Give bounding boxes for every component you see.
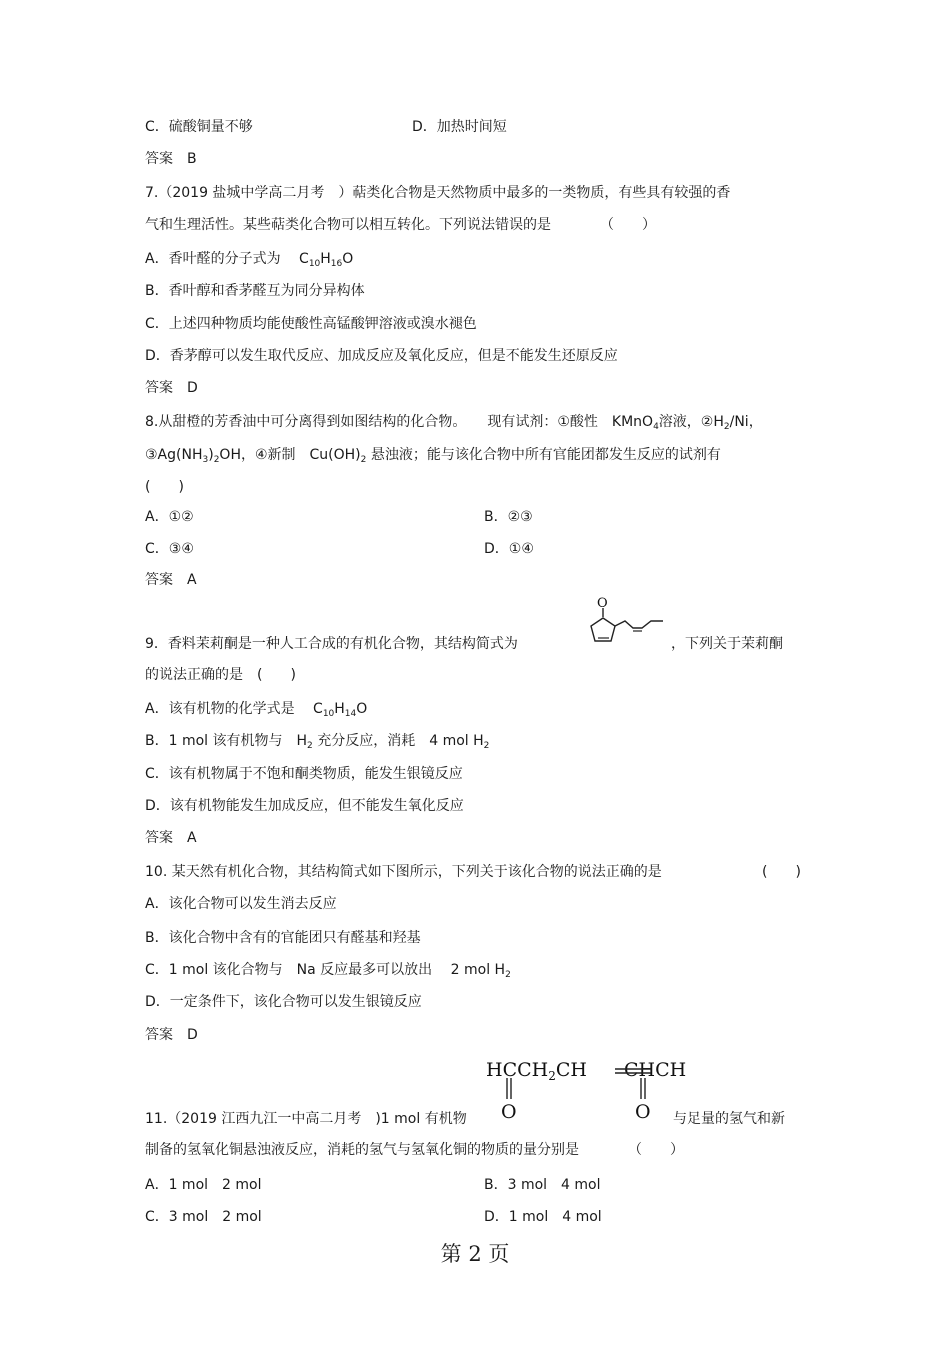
jasmone-structure-diagram — [585, 608, 670, 648]
q7-stem-line2: 气和生理活性。某些萜类化合物可以相互转化。下列说法错误的是 （ ） — [145, 217, 656, 233]
q8-option-b: B．②③ — [484, 509, 533, 525]
q11-structural-formula: $HCCH_2CH$ CHCH — [486, 1059, 687, 1083]
q11-oxygen-left: O — [501, 1101, 517, 1123]
q8-paren: ( ) — [145, 479, 184, 495]
q11-option-c: C．3 mol 2 mol — [145, 1209, 262, 1225]
q8-option-c: C．③④ — [145, 541, 194, 557]
q9-answer: 答案 A — [145, 830, 197, 846]
q6-answer: 答案 B — [145, 151, 197, 167]
q9-option-b: B．1 mol 该有机物与 $H_2$ 充分反应，消耗 4 mol $H_2$ — [145, 733, 490, 751]
q10-option-a: A．该化合物可以发生消去反应 — [145, 896, 337, 912]
q9-stem-line2: 的说法正确的是 ( ) — [145, 667, 296, 683]
q10-option-c: C．1 mol 该化合物与 Na 反应最多可以放出 2 mol $H_2$ — [145, 962, 511, 980]
q9-option-c: C．该有机物属于不饱和酮类物质，能发生银镜反应 — [145, 766, 463, 782]
q9-ketone-oxygen: O — [597, 596, 608, 611]
q9-option-a: A．该有机物的化学式是 $C_{10}H_{14}O$ — [145, 701, 368, 719]
q7-stem-line1: 7.（2019 盐城中学高二月考 ）萜类化合物是天然物质中最多的一类物质，有些具有较强的香 — [145, 185, 731, 201]
q8-option-a: A．①② — [145, 509, 194, 525]
q8-stem-line1: 8.从甜橙的芳香油中可分离得到如图结构的化合物。 现有试剂：①酸性 KMnO$_4$溶液，$②H_2/Ni$， — [145, 414, 763, 432]
q7-option-a: A．香叶醛的分子式为 $C_{10}H_{16}O$ — [145, 251, 354, 269]
q6-option-c: C．硫酸铜量不够 — [145, 119, 253, 135]
q11-option-a: A．1 mol 2 mol — [145, 1177, 262, 1193]
q10-paren: ( ) — [762, 864, 801, 880]
q8-answer: 答案 A — [145, 572, 197, 588]
q9-stem-line1-start: 9．香料茉莉酮是一种人工合成的有机化合物，其结构简式为 — [145, 636, 518, 652]
q11-stem-line1-end: 与足量的氢气和新 — [673, 1111, 785, 1127]
q9-stem-line1-end: ，下列关于茉莉酮 — [671, 636, 783, 652]
q10-stem: 10. 某天然有机化合物，其结构简式如下图所示，下列关于该化合物的说法正确的是 — [145, 864, 662, 880]
q10-answer: 答案 D — [145, 1027, 198, 1043]
q7-option-c: C．上述四种物质均能使酸性高锰酸钾溶液或溴水褪色 — [145, 316, 477, 332]
q7-answer: 答案 D — [145, 380, 198, 396]
q11-stem-line2: 制备的氢氧化铜悬浊液反应，消耗的氢气与氢氧化铜的物质的量分别是 （ ） — [145, 1142, 684, 1158]
q10-option-d: D．一定条件下，该化合物可以发生银镜反应 — [145, 994, 422, 1010]
q7-option-d: D．香茅醇可以发生取代反应、加成反应及氧化反应，但是不能发生还原反应 — [145, 348, 618, 364]
q11-option-b: B．3 mol 4 mol — [484, 1177, 601, 1193]
q11-oxygen-right: O — [635, 1101, 651, 1123]
q8-stem-line2: $③Ag(NH_3)_2OH$，④新制 $Cu(OH)_2$ 悬浊液；能与该化合物中所有官能团都发生反应的试剂有 — [145, 447, 721, 465]
q7-option-b: B．香叶醇和香茅醛互为同分异构体 — [145, 283, 365, 299]
q8-option-d: D．①④ — [484, 541, 534, 557]
page-number: 第 2 页 — [440, 1242, 510, 1266]
q11-stem-line1-start: 11.（2019 江西九江一中高二月考 )1 mol 有机物 — [145, 1111, 467, 1127]
q9-option-d: D．该有机物能发生加成反应，但不能发生氧化反应 — [145, 798, 464, 814]
q6-option-d: D．加热时间短 — [412, 119, 507, 135]
q11-option-d: D．1 mol 4 mol — [484, 1209, 602, 1225]
q10-option-b: B．该化合物中含有的官能团只有醛基和羟基 — [145, 930, 421, 946]
